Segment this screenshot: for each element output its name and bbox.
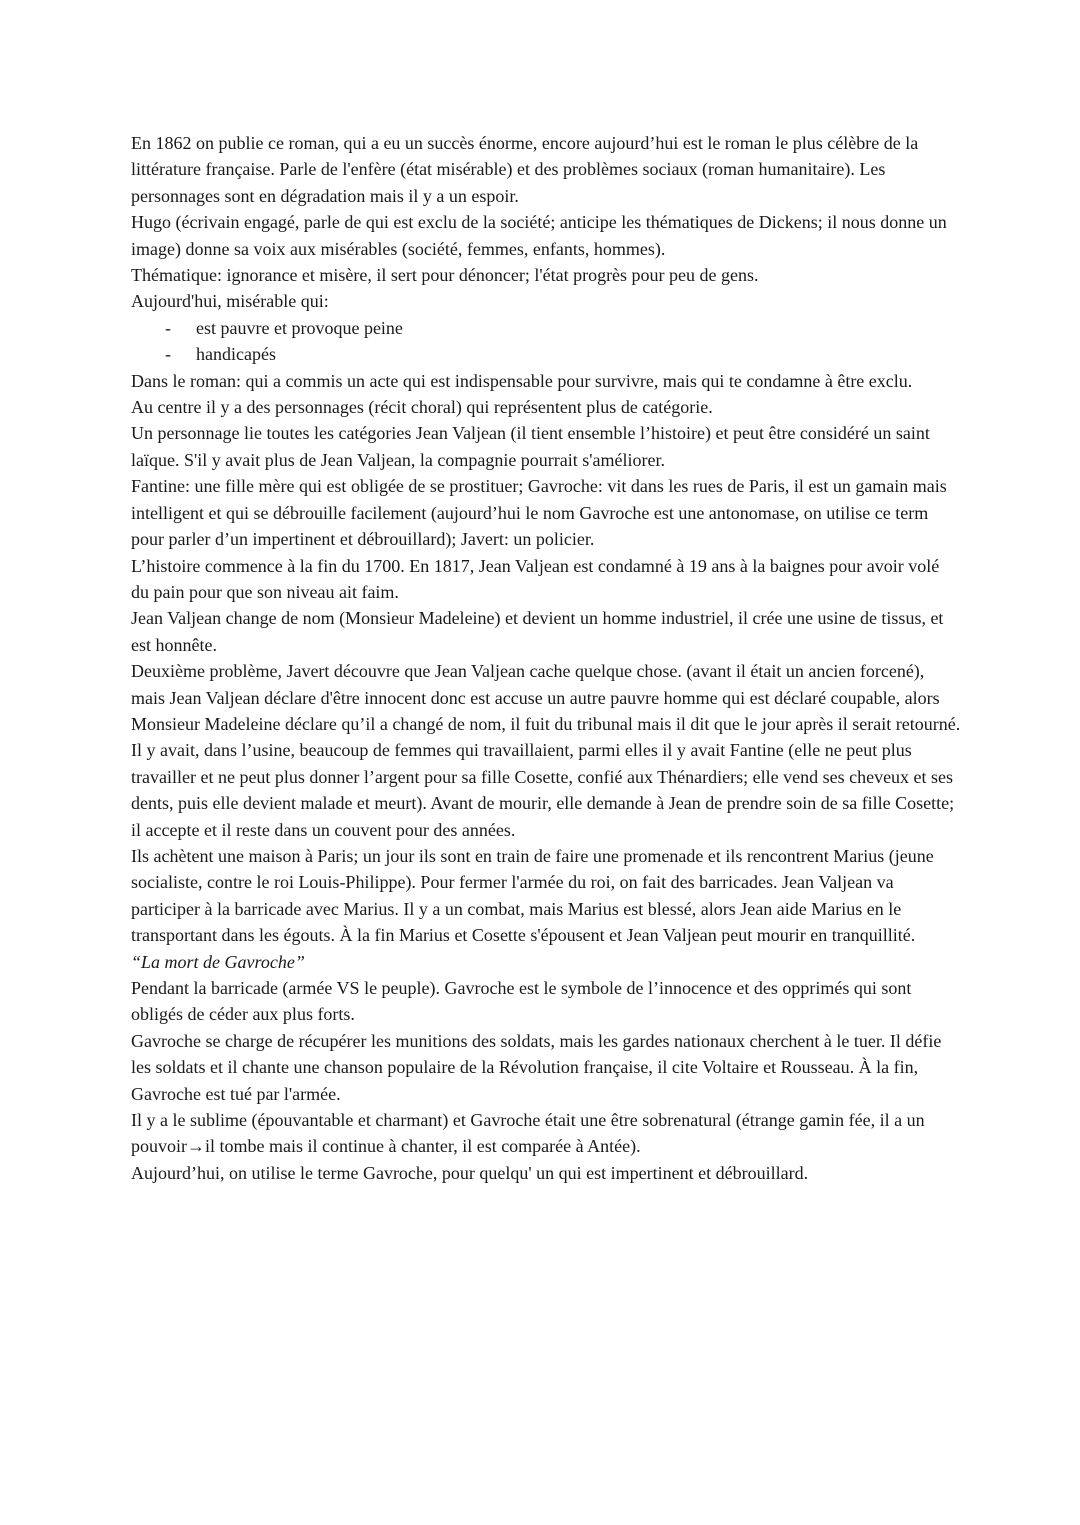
paragraph-dans-le-roman: Dans le roman: qui a commis un acte qui est indispensable pour survivre, mais qui te condamne à être exclu. [131, 370, 913, 391]
list-item [131, 341, 961, 367]
paragraph-thematique: Thématique: ignorance et misère, il sert pour dénoncer; l'état progrès pour peu de gens. [131, 265, 759, 286]
paragraph-centre: Au centre il y a des personnages (récit choral) qui représentent plus de catégorie. [131, 397, 713, 418]
bullet-text: handicapés [196, 344, 276, 365]
document-page [131, 130, 961, 1186]
paragraph-intro: En 1862 on publie ce roman, qui a eu un succès énorme, encore aujourd’hui est le roman le plus célèbre de la littérature française. Parle de l'enfère (état misérable) et des problèmes sociaux (roman humanitaire). Les personnages sont en dégradation mais il y a un espoir. [131, 133, 919, 206]
paragraph-histoire: L’histoire commence à la fin du 1700. En 1817, Jean Valjean est condamné à 19 ans à la baignes pour avoir volé du pain pour que son niveau ait faim. [131, 555, 940, 602]
paragraph-sublime: Il y a le sublime (épouvantable et charmant) et Gavroche était une être sobrenatural (étrange gamin fée, il a un pouvoir→il tombe mais il continue à chanter, il est comparée à Antée). [131, 1110, 925, 1157]
bullet-marker: - [165, 317, 171, 338]
paragraph-aujourdhui: Aujourd'hui, misérable qui: [131, 291, 329, 312]
bullet-list [131, 315, 961, 368]
paragraph-deuxieme-probleme: Deuxième problème, Javert découvre que Jean Valjean cache quelque chose. (avant il était un ancien forcené), mais Jean Valjean déclare d'être innocent donc est accuse un autre pauvre homme qui est déclaré coupable, alors Monsieur Madeleine déclare qu’il a changé de nom, il fuit du tribunal mais il dit que le jour après il serait retourné. [131, 661, 961, 734]
bullet-text: est pauvre et provoque peine [196, 317, 403, 338]
paragraph-fantine: Il y avait, dans l’usine, beaucoup de femmes qui travaillaient, parmi elles il y avait Fantine (elle ne peut plus travailler et ne peut plus donner l’argent pour sa fille Cosette, confié aux Thénardiers; elle vend ses cheveux et ses dents, puis elle devient malade et meurt). Avant de mourir, elle demande à Jean de prendre soin de sa fille Cosette; il accepte et il reste dans un couvent pour des années. [131, 740, 955, 840]
subheading: “La mort de Gavroche” [131, 951, 305, 972]
paragraph-hugo: Hugo (écrivain engagé, parle de qui est exclu de la société; anticipe les thématiques de Dickens; il nous donne un image) donne sa voix aux misérables (société, femmes, enfants, hommes). [131, 212, 947, 259]
paragraph-jean-valjean: Un personnage lie toutes les catégories Jean Valjean (il tient ensemble l’histoire) et peut être considéré un saint laïque. S'il y avait plus de Jean Valjean, la compagnie pourrait s'améliorer. [131, 423, 930, 470]
paragraph-barricade: Pendant la barricade (armée VS le peuple). Gavroche est le symbole de l’innocence et des opprimés qui sont obligés de céder aux plus forts. [131, 978, 912, 1025]
bullet-marker: - [165, 344, 171, 365]
paragraph-madeleine: Jean Valjean change de nom (Monsieur Madeleine) et devient un homme industriel, il crée une usine de tissus, et est honnête. [131, 608, 944, 655]
paragraph-personnages: Fantine: une fille mère qui est obligée de se prostituer; Gavroche: vit dans les rues de Paris, il est un gamain mais intelligent et qui se débrouille facilement (aujourd’hui le nom Gavroche est une antonomase, on utilise ce term pour parler d’un impertinent et débrouillard); Javert: un policier. [131, 476, 947, 550]
list-item [131, 315, 961, 341]
paragraph-conclusion: Aujourd’hui, on utilise le terme Gavroche, pour quelqu' un qui est impertinent et débrouillard. [131, 1162, 809, 1183]
paragraph-paris: Ils achètent une maison à Paris; un jour ils sont en train de faire une promenade et ils rencontrent Marius (jeune socialiste, contre le roi Louis-Philippe). Pour fermer l'armée du roi, on fait des barricades. Jean Valjean va participer à la barricade avec Marius. Il y a un combat, mais Marius est blessé, alors Jean aide Marius en le transportant dans les égouts. À la fin Marius et Cosette s'épousent et Jean Valjean peut mourir en tranquillité. [131, 845, 934, 946]
paragraph-munitions: Gavroche se charge de récupérer les munitions des soldats, mais les gardes nationaux cherchent à le tuer. Il défie les soldats et il chante une chanson populaire de la Révolution française, il cite Voltaire et Rousseau. À la fin, Gavroche est tué par l'armée. [131, 1030, 942, 1104]
